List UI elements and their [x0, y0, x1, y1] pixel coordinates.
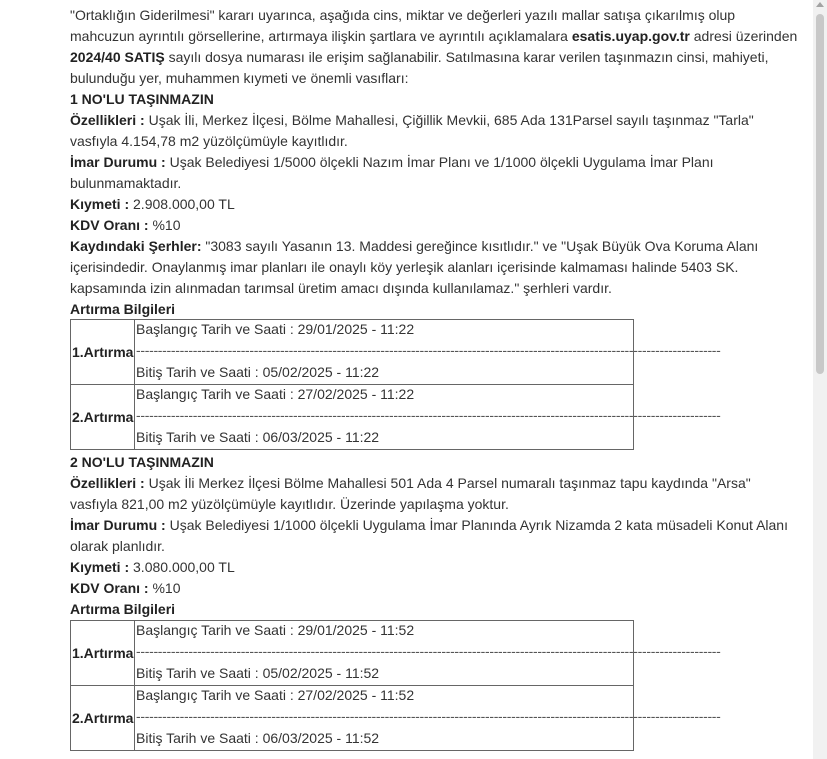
divider: --------------------------------------------------------------------------------------------------------------------------------------	[136, 407, 721, 423]
auction-start: Başlangıç Tarih ve Saati : 29/01/2025 - 11:22	[136, 321, 415, 337]
auction-label: 1.Artırma	[71, 320, 135, 385]
appraised-value: Kıymeti : 3.080.000,00 TL	[70, 559, 235, 575]
intro-line: bulunduğu yer, muhammen kıymeti ve önemli vasıfları:	[70, 70, 409, 86]
zoning-status-cont: olarak planlıdır.	[70, 538, 165, 554]
property-features-cont: vasfıyla 821,00 m2 yüzölçümüyle kayıtlıdır. Üzerinde yapılaşma yoktur.	[70, 496, 509, 512]
annotations: Kaydındaki Şerhler: "3083 sayılı Yasanın 13. Maddesi gereğince kısıtlıdır." ve "Uşak Büyük Ova Koruma Alanı	[70, 238, 759, 254]
auction-info-heading: Artırma Bilgileri	[70, 601, 176, 617]
divider: --------------------------------------------------------------------------------------------------------------------------------------	[136, 708, 721, 724]
property-features-cont: vasfıyla 4.154,78 m2 yüzölçümüyle kayıtlıdır.	[70, 133, 348, 149]
scroll-up-arrow-icon[interactable]	[816, 2, 824, 7]
table-row	[71, 320, 634, 385]
file-number: 2024/40 SATIŞ	[70, 49, 165, 65]
auction-label: 1.Artırma	[71, 621, 135, 686]
annotations-cont: içerisindedir. Onaylanmış imar planları ile onaylı köy yerleşik alanları içerisinde kalmaması halinde 5403 SK.	[70, 259, 739, 275]
esatis-link[interactable]: esatis.uyap.gov.tr	[571, 28, 690, 44]
auction-start: Başlangıç Tarih ve Saati : 27/02/2025 - 11:52	[136, 687, 415, 703]
appraised-value: Kıymeti : 2.908.000,00 TL	[70, 196, 235, 212]
scrollbar-thumb[interactable]	[816, 14, 824, 374]
vat-rate: KDV Oranı : %10	[70, 580, 181, 596]
table-row	[71, 385, 634, 450]
auction-start: Başlangıç Tarih ve Saati : 27/02/2025 - 11:22	[136, 386, 415, 402]
property-heading: 2 NO'LU TAŞINMAZIN	[70, 454, 214, 470]
auction-info-heading: Artırma Bilgileri	[70, 301, 176, 317]
auction-end: Bitiş Tarih ve Saati : 06/03/2025 - 11:52	[136, 730, 380, 746]
vertical-scrollbar[interactable]	[813, 0, 827, 759]
auction-label: 2.Artırma	[71, 385, 135, 450]
property-heading: 1 NO'LU TAŞINMAZIN	[70, 91, 214, 107]
auction-end: Bitiş Tarih ve Saati : 06/03/2025 - 11:22	[136, 429, 380, 445]
auction-start: Başlangıç Tarih ve Saati : 29/01/2025 - 11:52	[136, 622, 415, 638]
auction-end: Bitiş Tarih ve Saati : 05/02/2025 - 11:52	[136, 665, 380, 681]
zoning-status: İmar Durumu : Uşak Belediyesi 1/5000 ölçekli Nazım İmar Planı ve 1/1000 ölçekli Uygulama İmar Planı	[70, 154, 714, 170]
table-row	[71, 621, 634, 686]
property-features: Özellikleri : Uşak İli, Merkez İlçesi, Bölme Mahallesi, Çiğillik Mevkii, 685 Ada 131Parsel sayılı taşınmaz "Tarla"	[70, 112, 754, 128]
zoning-status: İmar Durumu : Uşak Belediyesi 1/1000 ölçekli Uygulama İmar Planında Ayrık Nizamda 2 kata müsadeli Konut Alanı	[70, 517, 788, 533]
intro-line: mahcuzun ayrıntılı görsellerine, artırmaya ilişkin şartlara ve ayrıntılı açıklamalara esatis.uyap.gov.tr adresi üzerinden	[70, 28, 798, 44]
auction-label: 2.Artırma	[71, 686, 135, 751]
auction-table	[70, 620, 721, 751]
vat-rate: KDV Oranı : %10	[70, 217, 181, 233]
auction-end: Bitiş Tarih ve Saati : 05/02/2025 - 11:22	[136, 364, 380, 380]
annotations-cont: kapsamında izin alınmadan tarımsal üretim amacı dışında kullanılamaz." şerhleri vardır.	[70, 280, 612, 296]
auction-table	[70, 319, 721, 450]
intro-line: 2024/40 SATIŞ sayılı dosya numarası ile erişim sağlanabilir. Satılmasına karar verilen taşınmazın cinsi, mahiyeti,	[70, 49, 769, 65]
zoning-status-cont: bulunmamaktadır.	[70, 175, 182, 191]
property-features: Özellikleri : Uşak İli Merkez İlçesi Bölme Mahallesi 501 Ada 4 Parsel numaralı taşınmaz tapu kaydında "Arsa"	[70, 475, 751, 491]
table-row	[71, 686, 634, 751]
intro-line: "Ortaklığın Giderilmesi" kararı uyarınca, aşağıda cins, miktar ve değerleri yazılı mallar satışa çıkarılmış olup	[70, 7, 736, 23]
divider: --------------------------------------------------------------------------------------------------------------------------------------	[136, 342, 721, 358]
divider: --------------------------------------------------------------------------------------------------------------------------------------	[136, 643, 721, 659]
